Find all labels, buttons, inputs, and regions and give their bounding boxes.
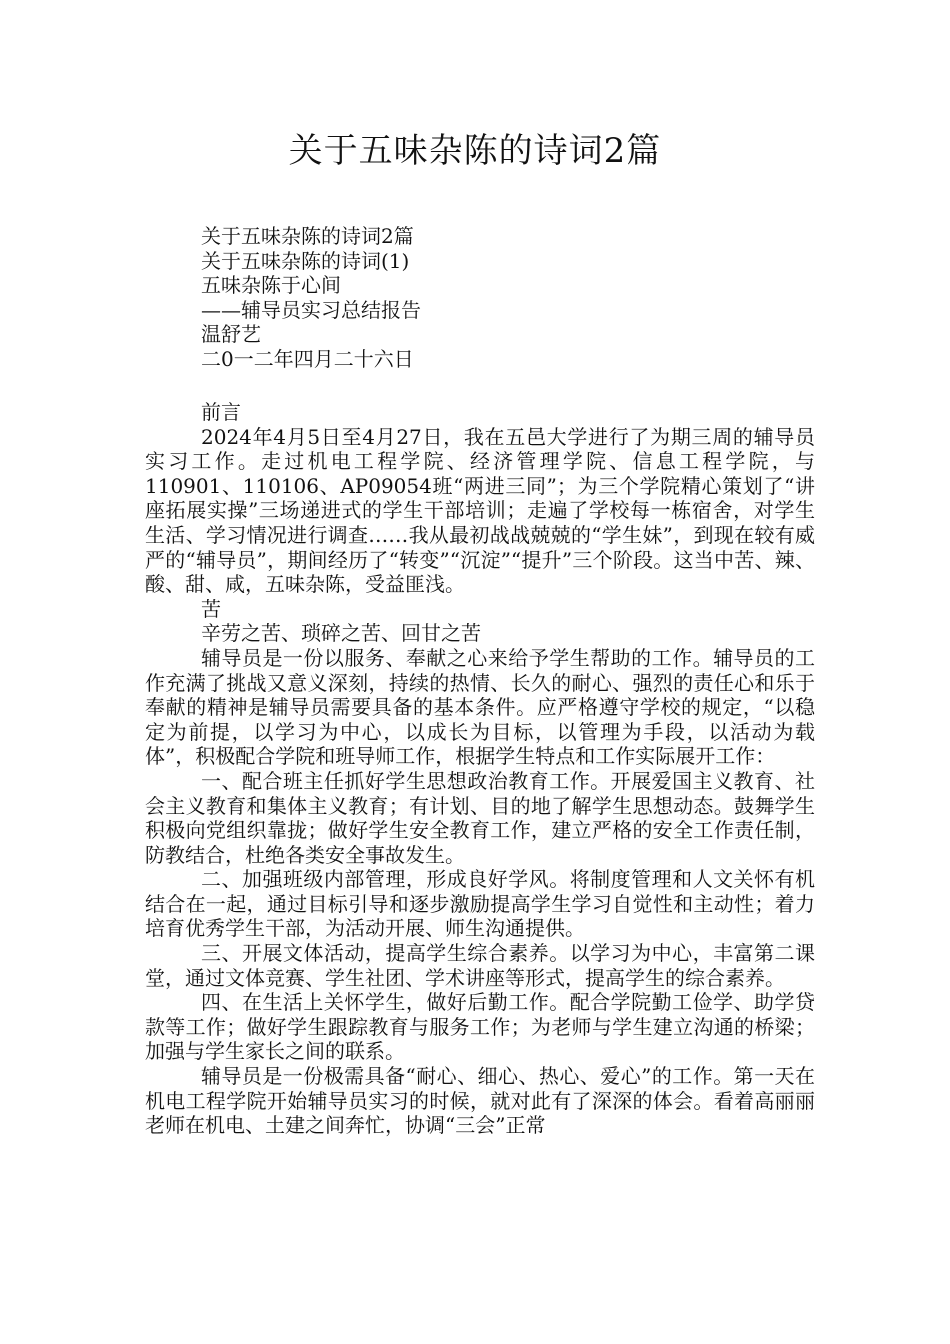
meta-line: 关于五味杂陈的诗词(1) [201, 248, 410, 273]
paragraph: 四、在生活上关怀学生，做好后勤工作。配合学院勤工俭学、助学贷款等工作；做好学生跟踪教育与服务工作；为老师与学生建立沟通的桥梁；加强与学生家长之间的联系。 [145, 990, 815, 1064]
section-heading-preface: 前言 [201, 400, 241, 424]
section-heading-bitter: 苦 [201, 596, 221, 621]
document-meta [201, 224, 421, 371]
meta-line: 关于五味杂陈的诗词2篇 [201, 224, 414, 248]
section-subtitle: 辛劳之苦、琐碎之苦、回甘之苦 [201, 621, 481, 646]
document-body [145, 400, 815, 1138]
meta-line: 二0一二年四月二十六日 [201, 346, 414, 371]
meta-line: ——辅导员实习总结报告 [201, 297, 421, 322]
document-title: 关于五味杂陈的诗词2篇 [288, 131, 662, 171]
paragraph: 辅导员是一份以服务、奉献之心来给予学生帮助的工作。辅导员的工作充满了挑战又意义深刻，持续的热情、长久的耐心、强烈的责任心和乐于奉献的精神是辅导员需要具备的基本条件。应严格遵守学校的规定，“以稳定为前提，以学习为中心，以成长为目标，以管理为手段，以活动为载体”，积极配合学院和班导师工作，根据学生特点和工作实际展开工作： [145, 645, 815, 769]
paragraph: 辅导员是一份极需具备“耐心、细心、热心、爱心”的工作。第一天在机电工程学院开始辅导员实习的时候，就对此有了深深的体会。看着高丽丽老师在机电、土建之间奔忙，协调“三会”正常 [145, 1064, 815, 1138]
meta-line: 五味杂陈于心间 [201, 273, 341, 297]
paragraph: 一、配合班主任抓好学生思想政治教育工作。开展爱国主义教育、社会主义教育和集体主义教育；有计划、目的地了解学生思想动态。鼓舞学生积极向党组织靠拢；做好学生安全教育工作，建立严格的安全工作责任制，防教结合，杜绝各类安全事故发生。 [145, 768, 815, 867]
meta-line: 温舒艺 [201, 322, 261, 346]
paragraph: 二、加强班级内部管理，形成良好学风。将制度管理和人文关怀有机结合在一起，通过目标引导和逐步激励提高学生学习自觉性和主动性；着力培育优秀学生干部，为活动开展、师生沟通提供。 [145, 867, 815, 941]
paragraph: 2024年4月5日至4月27日，我在五邑大学进行了为期三周的辅导员实习工作。走过机电工程学院、经济管理学院、信息工程学院，与110901、110106、AP09054班“两进三同”；为三个学院精心策划了“讲座拓展实操”三场递进式的学生干部培训；走遍了学校每一栋宿舍，对学生生活、学习情况进行调查……我从最初战战兢兢的“学生妹”，到现在较有威严的“辅导员”，期间经历了“转变”“沉淀”“提升”三个阶段。这当中苦、辣、酸、甜、咸，五味杂陈，受益匪浅。 [145, 424, 815, 597]
paragraph: 三、开展文体活动，提高学生综合素养。以学习为中心，丰富第二课堂，通过文体竞赛、学生社团、学术讲座等形式，提高学生的综合素养。 [145, 941, 815, 990]
